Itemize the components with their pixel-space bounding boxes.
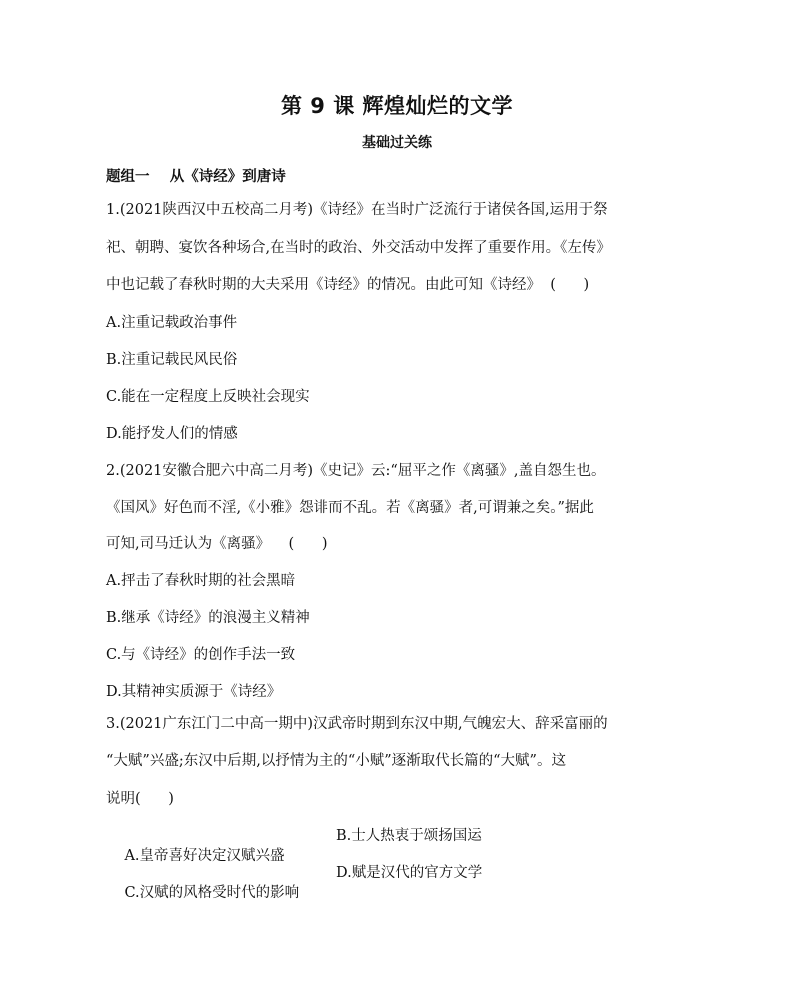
question-1-stem-line-1: 1.(2021陕西汉中五校高二月考)《诗经》在当时广泛流行于诸侯各国,运用于祭 (106, 202, 608, 218)
question-2-option-b: B.继承《诗经》的浪漫主义精神 (106, 610, 310, 626)
question-1-option-a: A.注重记载政治事件 (106, 315, 238, 331)
question-3-option-c: C.汉赋的风格受时代的影响 (124, 885, 300, 901)
question-3-option-d: D.赋是汉代的官方文学 (336, 865, 483, 881)
question-3-stem-line-2: “大赋”兴盛;东汉中后期,以抒情为主的“小赋”逐渐取代长篇的“大赋”。这 (106, 753, 566, 769)
question-2-option-c: C.与《诗经》的创作手法一致 (106, 647, 296, 663)
question-1-option-b: B.注重记载民风民俗 (106, 352, 238, 368)
question-3-options-row-2 (106, 863, 483, 943)
question-2-stem-line-2: 《国风》好色而不淫,《小雅》怨诽而不乱。若《离骚》者,可谓兼之矣。”据此 (106, 500, 594, 516)
question-2-option-d: D.其精神实质源于《诗经》 (106, 684, 282, 700)
question-3-stem-line-3: 说明( ) (106, 791, 174, 807)
question-1-option-c: C.能在一定程度上反映社会现实 (106, 389, 310, 405)
question-3-option-a: A.皇帝喜好决定汉赋兴盛 (124, 848, 285, 864)
question-1-stem-line-2: 祀、朝聘、宴饮各种场合,在当时的政治、外交活动中发挥了重要作用。《左传》 (106, 240, 611, 256)
question-2-option-a: A.抨击了春秋时期的社会黑暗 (106, 573, 296, 589)
question-1-stem-line-3: 中也记载了春秋时期的大夫采用《诗经》的情况。由此可知《诗经》 ( ) (106, 277, 590, 293)
question-3-option-b: B.士人热衷于颂扬国运 (336, 828, 482, 844)
lesson-title: 第 9 课 辉煌灿烂的文学 (280, 94, 514, 118)
question-3-stem-line-1: 3.(2021广东江门二中高一期中)汉武帝时期到东汉中期,气魄宏大、辞采富丽的 (106, 716, 608, 732)
question-1-option-d: D.能抒发人们的情感 (106, 426, 238, 442)
section-subtitle: 基础过关练 (362, 135, 432, 151)
question-2-stem-line-3: 可知,司马迁认为《离骚》 ( ) (106, 536, 328, 552)
question-group-heading: 题组一 从《诗经》到唐诗 (106, 169, 286, 185)
question-2-stem-line-1: 2.(2021安徽合肥六中高二月考)《史记》云:“屈平之作《离骚》,盖自怨生也。 (106, 463, 606, 479)
